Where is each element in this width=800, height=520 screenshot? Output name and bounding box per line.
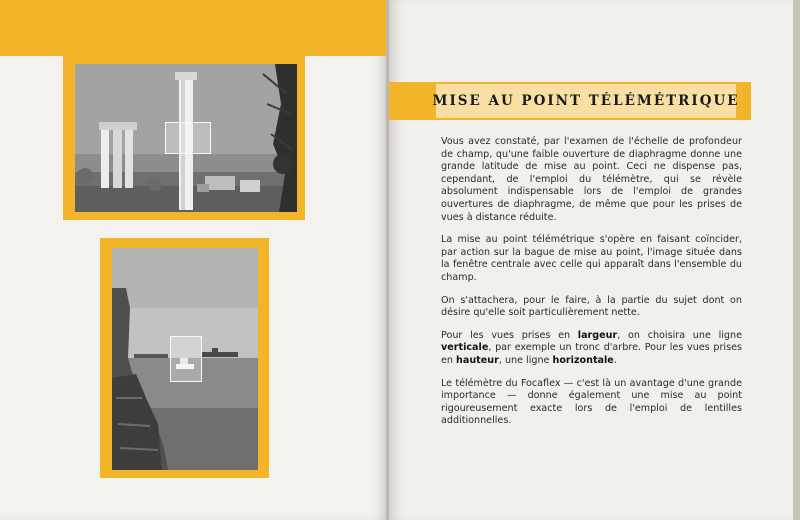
- p4-part-e: , par exemple un tronc d'arbre. Pour les vues prises en: [441, 342, 742, 366]
- photo-frame-top: [63, 56, 305, 220]
- photo-ancient-columns: [75, 64, 297, 212]
- photo-harbor-ship: [112, 248, 258, 470]
- paragraph-2: La mise au point télémétrique s'opère en faisant coïncider, par action sur la bague de mise au point, l'image située dans la fenêtre centrale avec celle qui apparaît dans l'ensemble du champ.: [441, 234, 742, 283]
- left-page-yellow-band: [0, 0, 387, 56]
- p4-part-a: Pour les vues prises en: [441, 329, 578, 341]
- p4-bold-verticale: verticale: [441, 342, 489, 354]
- p4-bold-horizontale: horizontale: [552, 354, 614, 366]
- photo-frame-bottom: [100, 238, 269, 478]
- page-edge: [793, 0, 800, 520]
- p4-part-g: , une ligne: [498, 354, 553, 366]
- page-heading: MISE AU POINT TÉLÉMÉTRIQUE: [432, 93, 740, 109]
- heading-box: [432, 84, 740, 118]
- p4-bold-hauteur: hauteur: [456, 354, 499, 366]
- p4-part-i: .: [613, 354, 617, 366]
- body-text: [441, 136, 742, 438]
- rangefinder-window-bottom: [170, 336, 202, 382]
- paragraph-1: Vous avez constaté, par l'examen de l'échelle de profondeur de champ, qu'une faible ouverture de diaphragme donne une grande latitude de mise au point. Ceci ne dispense pas, cependant, de l'emploi du télémètre, qui se révèle absolument indispensable lors de l'emploi de grandes ouvertures de diaphragme, de même que pour les prises de vues à distance réduite.: [441, 136, 742, 223]
- paragraph-3: On s'attachera, pour le faire, à la partie du sujet dont on désire qu'elle soit particulièrement nette.: [441, 294, 742, 319]
- rangefinder-window-top: [165, 122, 211, 154]
- paragraph-5: Le télémètre du Focaflex — c'est là un avantage d'une grande importance — donne également une mise au point rigoureusement exacte lors de l'emploi de lentilles additionnelles.: [441, 377, 742, 427]
- p4-part-c: , on choisira une ligne: [617, 329, 742, 341]
- paragraph-4: [441, 330, 742, 368]
- p4-bold-largeur: largeur: [577, 329, 618, 341]
